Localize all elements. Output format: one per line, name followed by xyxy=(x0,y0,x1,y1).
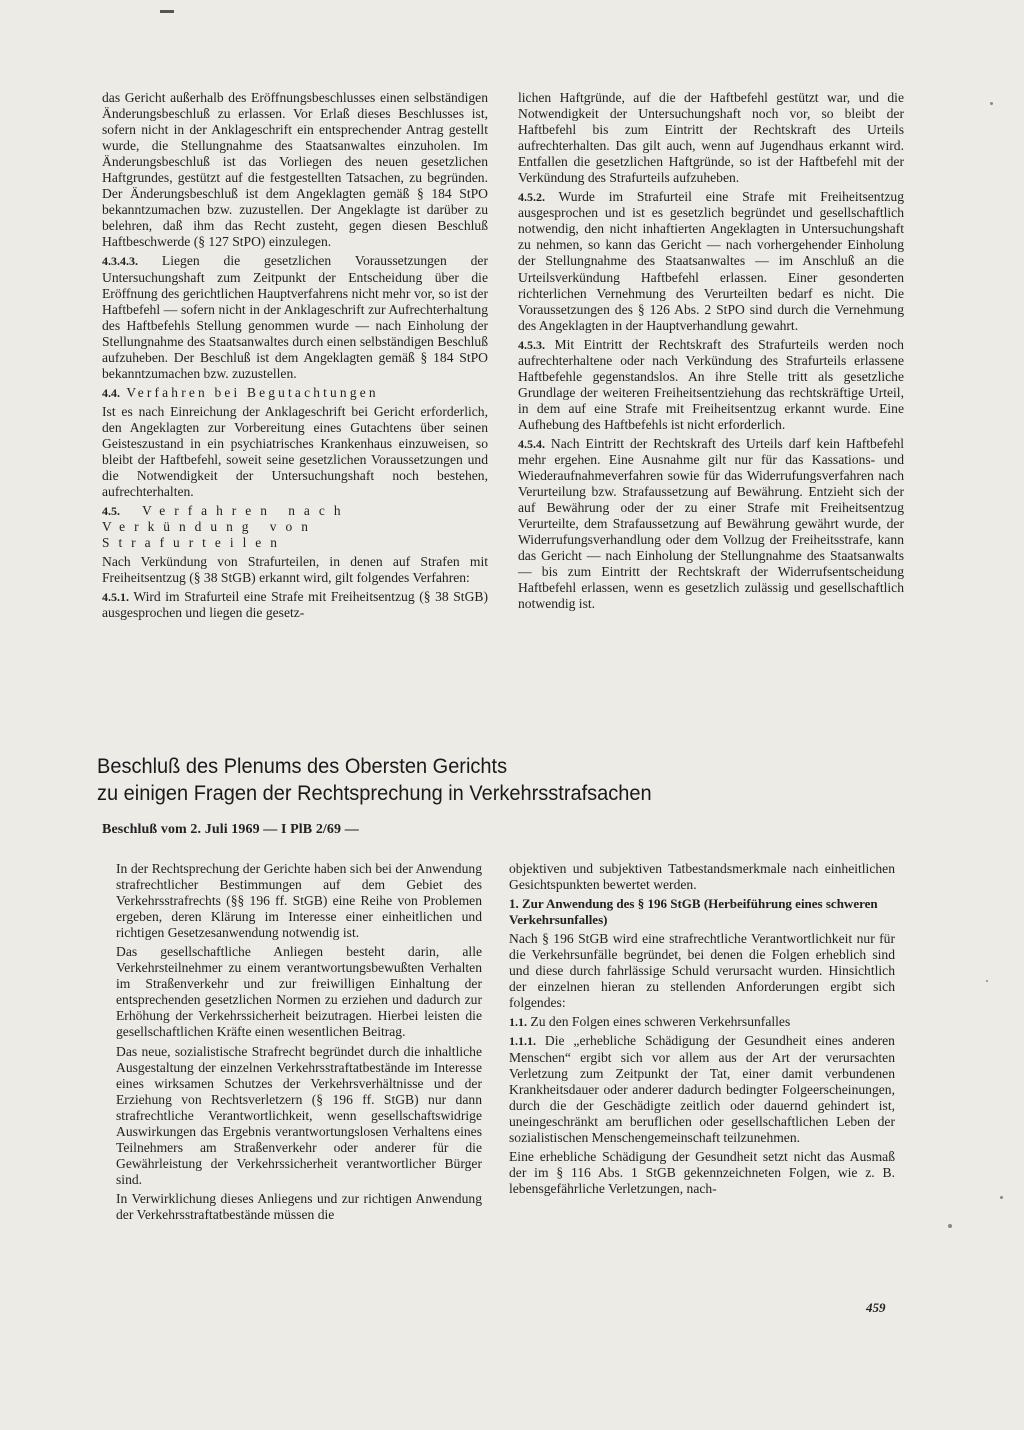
paragraph xyxy=(116,1191,482,1223)
paragraph-text: Nach § 196 StGB wird eine strafrechtliche Verantwortlichkeit nur für die Verkehrsunfälle begründet, bei denen die Folgen erheblich sind und diese durch fahrlässige Schuld verursacht wurden. Hinsichtlich der einzelnen hieran zu stellenden Anforderungen ergibt sich folgendes: xyxy=(509,931,895,1011)
section-number: 4.5. xyxy=(102,504,120,519)
section-number: 4.4. xyxy=(102,385,120,400)
scan-speck xyxy=(986,980,988,982)
paragraph xyxy=(116,861,482,941)
section-number: 4.5.1. xyxy=(102,590,129,605)
scan-mark xyxy=(160,10,174,13)
paragraph xyxy=(102,253,488,381)
paragraph-text: Nach Verkündung von Strafurteilen, in denen auf Strafen mit Freiheitsentzug (§ 38 StGB) erkannt wird, gilt folgendes Verfahren: xyxy=(102,554,488,586)
paragraph xyxy=(509,861,895,893)
paragraph-text: objektiven und subjektiven Tatbestandsmerkmale nach einheitlichen Gesichtspunkten bewertet werden. xyxy=(509,861,895,893)
paragraph xyxy=(509,931,895,1011)
paragraph xyxy=(102,589,488,621)
paragraph xyxy=(116,944,482,1040)
section-heading xyxy=(102,503,488,551)
paragraph xyxy=(509,1033,895,1145)
paragraph xyxy=(102,554,488,586)
paragraph-text: Das neue, sozialistische Strafrecht begründet durch die inhaltliche Ausgestaltung der einzelnen Verkehrsstraftatbestände im Interesse eines wirksamen Schutzes der Verkehrsverhältnisse und der Erziehung von Rechtsverletzern (§ 196 ff. StGB) nur dann strafrechtliche Verantwortlichkeit, wenn gesellschaftswidrige Auswirkungen das Ergebnis verantwortungslosen Verhaltens eines Teilnehmers am Straßenverkehr oder anderer für die Gewährleistung der Verkehrssicherheit verantwortlicher Bürger sind. xyxy=(116,1043,482,1187)
paragraph xyxy=(102,404,488,500)
section-number: 1.1.1. xyxy=(509,1034,536,1049)
paragraph-text: Ist es nach Einreichung der Anklageschrift bei Gericht erforderlich, den Angeklagten zur Vorbereitung eines Gutachtens über seinen Geisteszustand in ein psychiatrisches Krankenhaus einzuweisen, so bleibt der Haftbefehl, soweit seine gesetzlichen Voraussetzungen und die Notwendigkeit der Untersuchungshaft noch bestehen, aufrechterhalten. xyxy=(102,403,488,500)
paragraph xyxy=(116,1044,482,1188)
column-top-left xyxy=(102,90,488,625)
paragraph-text: Liegen die gesetzlichen Voraussetzungen der Untersuchungshaft zum Zeitpunkt der Entscheidung über die Eröffnung des gerichtlichen Hauptverfahrens nicht mehr vor, so ist der Haftbefehl — sofern nicht in der Anklageschrift zur Aufrechterhaltung des Haftbefehls Stellung genommen wurde — nach Einholung der Stellungnahme des Staatsanwaltes durch einen selbständigen Beschluß aufzuheben. Der Beschluß ist dem Angeklagten gemäß § 184 StPO bekanntzumachen bzw. zuzustellen. xyxy=(102,253,488,381)
section-number: 4.3.4.3. xyxy=(102,254,138,269)
paragraph-text: Das gesellschaftliche Anliegen besteht darin, alle Verkehrsteilnehmer zu einem verantwortungsbewußten Verhalten im Straßenverkehr und zur freiwilligen Einhaltung der entsprechenden gesetzlichen Normen zu erziehen und dadurch zur Erhöhung der Verkehrssicherheit beizutragen. Hierbei leisten die gesellschaftlichen Kräfte einen wesentlichen Beitrag. xyxy=(116,944,482,1040)
paragraph-text: Die „erhebliche Schädigung der Gesundheit eines anderen Menschen“ ergibt sich vor allem aus der Art der verursachten Verletzung zum Zeitpunkt der Tat, einer damit verbundenen Krankheitsdauer oder anderer dadurch bedingter Folgeerscheinungen, durch die der Geschädigte zeitlich oder dauernd gehindert ist, uneingeschränkt am beruflichen oder gesellschaftlichen Leben der sozialistischen Menschengemeinschaft teilzunehmen. xyxy=(509,1033,895,1145)
paragraph-text: Nach Eintritt der Rechtskraft des Urteils darf kein Haftbefehl mehr ergehen. Eine Ausnahme gilt nur für das Kassations- und Wiederaufnahmeverfahren sowie für das Widerrufungsverfahren nach Verurteilung bzw. Strafaussetzung auf Bewährung. Entzieht sich der auf Bewährung oder der zu einer Strafe mit Freiheitsentzug Verurteilte, dem Strafaussetzung auf Bewährung gewährt wurde, der Widerrufungsverhandlung oder dem Vollzug der Freiheitsstrafe, kann das Gericht — nach Einholung der Stellungnahme des Staatsanwalts — bis zum Eintritt der Rechtskraft der Widerrufsentscheidung Haftbefehl erlassen, wenn es gesetzlich zulässig und gesellschaftlich notwendig ist. xyxy=(518,435,904,612)
page-number: 459 xyxy=(866,1300,886,1315)
paragraph-text: 1. Zur Anwendung des § 196 StGB (Herbeiführung eines schweren Verkehrsunfalles) xyxy=(509,896,878,928)
article-title-line-1: Beschluß des Plenums des Obersten Gerichts xyxy=(97,754,508,778)
scan-speck xyxy=(1000,1196,1003,1199)
scan-speck xyxy=(948,1224,952,1228)
paragraph-text: In der Rechtsprechung der Gerichte haben sich bei der Anwendung strafrechtlicher Bestimmungen auf dem Gebiet des Verkehrsstrafrechts (§§ 196 ff. StGB) eine Reihe von Problemen ergeben, deren Klärung im Interesse einer einheitlichen und richtigen Gesetzesanwendung notwendig ist. xyxy=(116,861,482,941)
paragraph-text: Wird im Strafurteil eine Strafe mit Freiheitsentzug (§ 38 StGB) ausgesprochen und liegen die gesetz- xyxy=(102,589,488,621)
paragraph xyxy=(102,90,488,250)
section-heading xyxy=(102,385,488,401)
paragraph-text: das Gericht außerhalb des Eröffnungsbeschlusses einen selbständigen Änderungsbeschluß zu erlassen. Vor Erlaß dieses Beschlusses ist, sofern nicht in der Anklageschrift ein entsprechender Antrag gestellt wurde, die Stellungnahme des Staatsanwaltes einzuholen. Im Änderungsbeschluß ist das Vorliegen des neuen gesetzlichen Haftgrundes, gestützt auf die festgestellten Tatsachen, zu begründen. Der Änderungsbeschluß ist dem Angeklagten gemäß § 184 StPO bekanntzumachen bzw. zuzustellen. Der Angeklagte ist darüber zu belehren, daß ihm das Recht zusteht, gegen diesen Beschluß Haftbeschwerde (§ 127 StPO) einzulegen. xyxy=(102,90,488,250)
column-bottom-left xyxy=(116,861,482,1226)
paragraph xyxy=(518,337,904,433)
decision-reference: Beschluß vom 2. Juli 1969 — I PlB 2/69 — xyxy=(102,822,359,837)
article-title-line-2: zu einigen Fragen der Rechtsprechung in Verkehrsstrafsachen xyxy=(97,781,652,805)
section-number: 4.5.3. xyxy=(518,337,545,352)
paragraph-text: Verfahren nach Verkündung von Strafurteilen xyxy=(102,503,350,551)
paragraph-text: Eine erhebliche Schädigung der Gesundheit setzt nicht das Ausmaß der im § 116 Abs. 1 StGB gekennzeichneten Folgen, wie z. B. lebensgefährliche Verletzungen, nach- xyxy=(509,1148,895,1196)
article-title xyxy=(97,753,841,807)
section-number: 1.1. xyxy=(509,1015,527,1030)
paragraph-text: Zu den Folgen eines schweren Verkehrsunfalles xyxy=(530,1014,791,1030)
paragraph xyxy=(518,436,904,613)
section-number: 4.5.4. xyxy=(518,436,545,451)
scan-speck xyxy=(990,102,993,105)
paragraph xyxy=(518,189,904,333)
paragraph-text: Wurde im Strafurteil eine Strafe mit Freiheitsentzug ausgesprochen und ist es gesetzlich begründet und gesellschaftlich notwendig, den nicht inhaftierten Angeklagten in Untersuchungshaft zu nehmen, so kann das Gericht — nach vorhergehender Einholung der Stellungnahme des Staatsanwaltes — im Anschluß an die Urteilsverkündung Haftbefehl erlassen. Einer gesonderten richterlichen Vernehmung des Verurteilten bedarf es nicht. Die Voraussetzungen des § 126 Abs. 2 StPO sind durch die Vernehmung des Angeklagten in der Hauptverhandlung gewahrt. xyxy=(518,189,904,333)
paragraph-text: Mit Eintritt der Rechtskraft des Strafurteils werden noch aufrechterhaltene oder nach Verkündung des Strafurteils erlassene Haftbefehle gegenstandslos. An ihre Stelle tritt als gesetzliche Grundlage der weiteren Freiheitsentziehung das rechtskräftige Urteil, in dem auf eine Strafe mit Freiheitsentzug erkannt wurde. Eine Aufhebung des Haftbefehls ist nicht erforderlich. xyxy=(518,336,904,432)
section-number: 4.5.2. xyxy=(518,190,545,205)
column-top-right xyxy=(518,90,904,616)
column-bottom-right xyxy=(509,861,895,1200)
paragraph-text: In Verwirklichung dieses Anliegens und zur richtigen Anwendung der Verkehrsstraftatbestände müssen die xyxy=(116,1190,482,1222)
bold-subheading xyxy=(509,896,895,928)
paragraph xyxy=(509,1014,895,1030)
paragraph xyxy=(509,1149,895,1197)
paragraph-text: lichen Haftgründe, auf die der Haftbefehl gestützt war, und die Notwendigkeit der Untersuchungshaft noch vor, so bleibt der Haftbefehl bis zum Eintritt der Rechtskraft des Urteils aufrechterhalten. Das gilt auch, wenn auf Jugendhaus erkannt wird. Entfallen die gesetzlichen Haftgründe, so ist der Haftbefehl mit der Verkündung des Strafurteils aufzuheben. xyxy=(518,90,904,186)
paragraph xyxy=(518,90,904,186)
paragraph-text: Verfahren bei Begutachtungen xyxy=(126,384,379,400)
